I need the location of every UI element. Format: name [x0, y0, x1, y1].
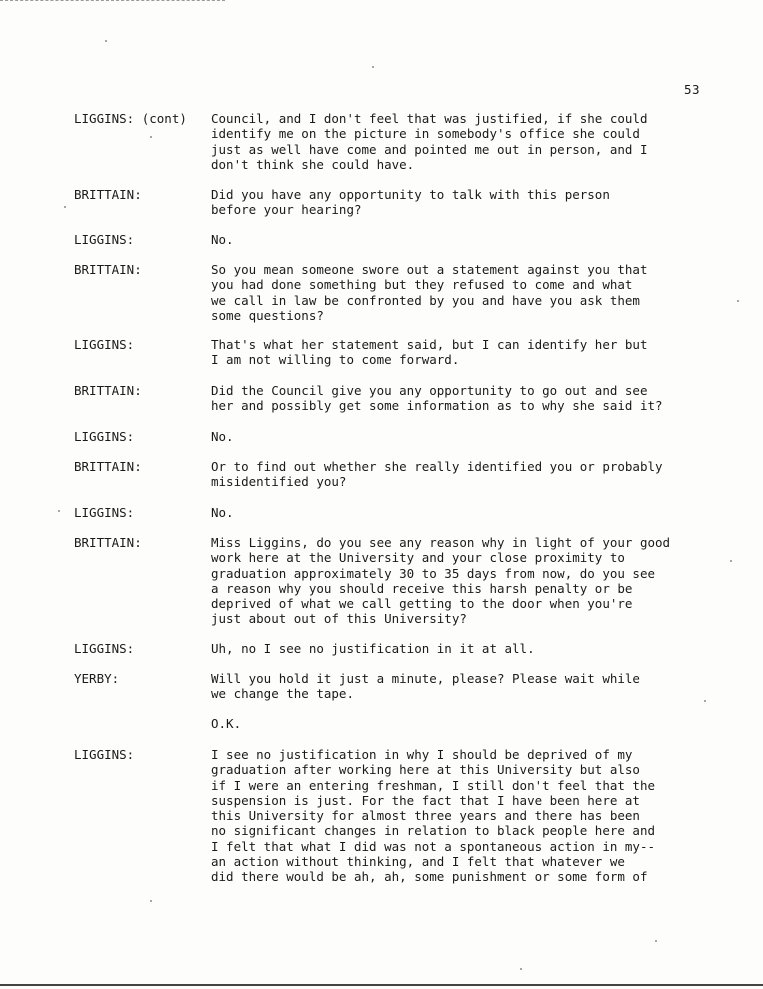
speech-text: No.: [211, 505, 234, 520]
speaker-label: BRITTAIN:: [74, 535, 142, 550]
speech-text: Did the Council give you any opportunity to go out and see her and possibly get some information as to why she said it?: [211, 383, 663, 414]
speaker-label: LIGGINS:: [74, 747, 135, 762]
scan-speck: [730, 560, 732, 562]
speech-text: Uh, no I see no justification in it at all.: [211, 641, 535, 656]
speech-text: No.: [211, 232, 234, 247]
speaker-label: BRITTAIN:: [74, 459, 142, 474]
speaker-label: LIGGINS:: [74, 505, 135, 520]
bottom-rule: [0, 984, 763, 986]
speaker-label: LIGGINS:: [74, 337, 135, 352]
scan-speck: [105, 40, 107, 42]
top-dashed-rule: [0, 0, 225, 1]
scan-speck: [150, 136, 152, 138]
scan-speck: [372, 66, 374, 68]
speech-text: Miss Liggins, do you see any reason why in light of your good work here at the University and your close proximity to graduation approximately 30 to 35 days from now, do you see a reason why you should receive this harsh penalty or be deprived of what we call getting to the door when you're just about out of this University?: [211, 535, 671, 627]
speaker-label: LIGGINS: (cont): [74, 111, 187, 126]
speech-text: I see no justification in why I should be deprived of my graduation after working here at this University but also if I were an entering freshman, I still don't feel that the suspension is just. For the fact that I have been here at this University for almost three years and there has been no significant changes in relation to black people here and I felt that what I did was not a spontaneous action in my-- an action without thinking, and I felt that whatever we did there would be ah, ah, some punishment or some form of: [211, 747, 656, 885]
speaker-label: LIGGINS:: [74, 641, 135, 656]
speech-text: O.K.: [211, 716, 242, 731]
speaker-label: BRITTAIN:: [74, 187, 142, 202]
speech-text: Did you have any opportunity to talk with this person before your hearing?: [211, 187, 610, 218]
speech-text: Will you hold it just a minute, please? Please wait while we change the tape.: [211, 671, 640, 702]
scan-speck: [64, 206, 66, 208]
speaker-label: LIGGINS:: [74, 429, 135, 444]
scan-speck: [737, 300, 739, 302]
page-number: 53: [684, 82, 701, 97]
scan-speck: [520, 968, 522, 970]
speech-text: No.: [211, 429, 234, 444]
speaker-label: LIGGINS:: [74, 232, 135, 247]
speech-text: Council, and I don't feel that was justified, if she could identify me on the picture in somebody's office she could just as well have come and pointed me out in person, and I don't think she could have.: [211, 111, 648, 172]
speech-text: Or to find out whether she really identified you or probably misidentified you?: [211, 459, 663, 490]
scan-speck: [58, 510, 60, 512]
speech-text: That's what her statement said, but I can identify her but I am not willing to come forward.: [211, 337, 648, 368]
speaker-label: YERBY:: [74, 671, 120, 686]
scan-speck: [150, 900, 152, 902]
scan-speck: [704, 700, 706, 702]
speaker-label: BRITTAIN:: [74, 262, 142, 277]
speech-text: So you mean someone swore out a statement against you that you had done something but they refused to come and what we call in law be confronted by you and have you ask them some questions?: [211, 262, 648, 323]
speaker-label: BRITTAIN:: [74, 383, 142, 398]
scan-speck: [655, 940, 657, 942]
